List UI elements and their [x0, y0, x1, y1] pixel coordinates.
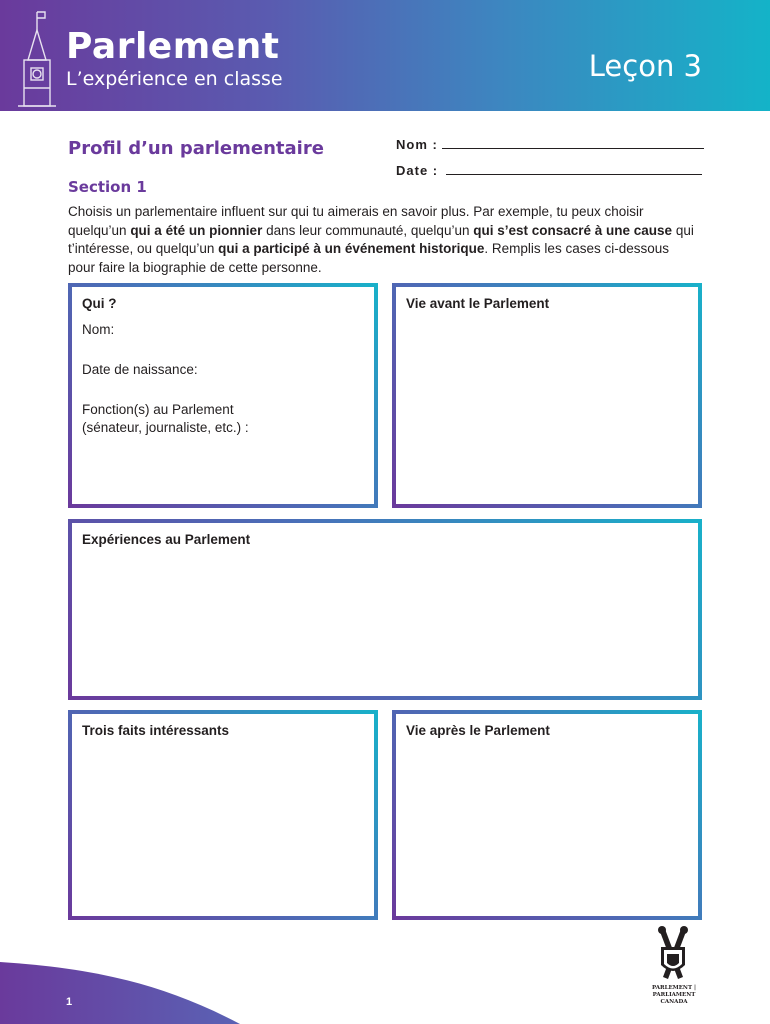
intro-text-4: . Remplis les cases ci-dessous pour faire la biographie de cette personne. — [68, 241, 669, 275]
qui-naissance: Date de naissance: — [82, 362, 198, 377]
qui-box[interactable] — [68, 283, 378, 508]
vie-avant-label: Vie avant le Parlement — [406, 296, 550, 311]
qui-label: Qui ? — [82, 296, 117, 311]
experiences-box[interactable] — [68, 519, 702, 700]
name-line[interactable] — [442, 148, 704, 149]
brand-title: Parlement — [66, 26, 280, 67]
brand-subtitle: L’expérience en classe — [66, 68, 283, 90]
lesson-number: Leçon 3 — [588, 49, 702, 83]
vie-apres-label: Vie après le Parlement — [406, 723, 550, 738]
intro-bold-3: qui a participé à un événement historique — [218, 241, 485, 256]
name-label: Nom : — [396, 137, 438, 152]
vie-apres-box[interactable] — [392, 710, 702, 920]
trois-faits-box[interactable] — [68, 710, 378, 920]
date-line[interactable] — [446, 174, 702, 175]
intro-text-1: Choisis un parlementaire influent sur qui tu aimerais en savoir plus. Par exemple, tu peux choisir quelqu’un — [68, 204, 644, 238]
intro-bold-2: qui s’est consacré à une cause — [473, 222, 673, 238]
parliament-tower-icon — [14, 8, 60, 108]
experiences-label: Expériences au Parlement — [82, 532, 251, 547]
qui-fonction: Fonction(s) au Parlement — [82, 402, 234, 417]
parliament-crest-icon — [643, 925, 703, 985]
page-number: 1 — [66, 996, 73, 1008]
header-banner — [0, 0, 770, 111]
crest-caption — [636, 985, 712, 1006]
section-title: Section 1 — [68, 178, 147, 196]
intro-text-2: dans leur communauté, quelqu’un — [262, 222, 474, 238]
qui-fonction-hint: (sénateur, journaliste, etc.) : — [82, 420, 249, 435]
qui-nom: Nom: — [82, 322, 115, 337]
intro-paragraph — [68, 203, 698, 277]
name-field[interactable] — [396, 137, 704, 152]
crest-caption-line2: CANADA — [660, 999, 688, 1005]
profile-title: Profil d’un parlementaire — [68, 138, 324, 159]
intro-bold-1: qui a été un pionnier — [130, 222, 263, 238]
vie-avant-box[interactable] — [392, 283, 702, 508]
intro-text-3: qui t’intéresse, ou quelqu’un — [68, 222, 694, 256]
trois-faits-label: Trois faits intéressants — [82, 723, 230, 738]
footer-wave — [0, 958, 260, 1024]
date-field[interactable] — [396, 163, 702, 178]
crest-caption-line1: PARLEMENT | PARLIAMENT — [652, 985, 696, 998]
date-label: Date : — [396, 163, 439, 178]
